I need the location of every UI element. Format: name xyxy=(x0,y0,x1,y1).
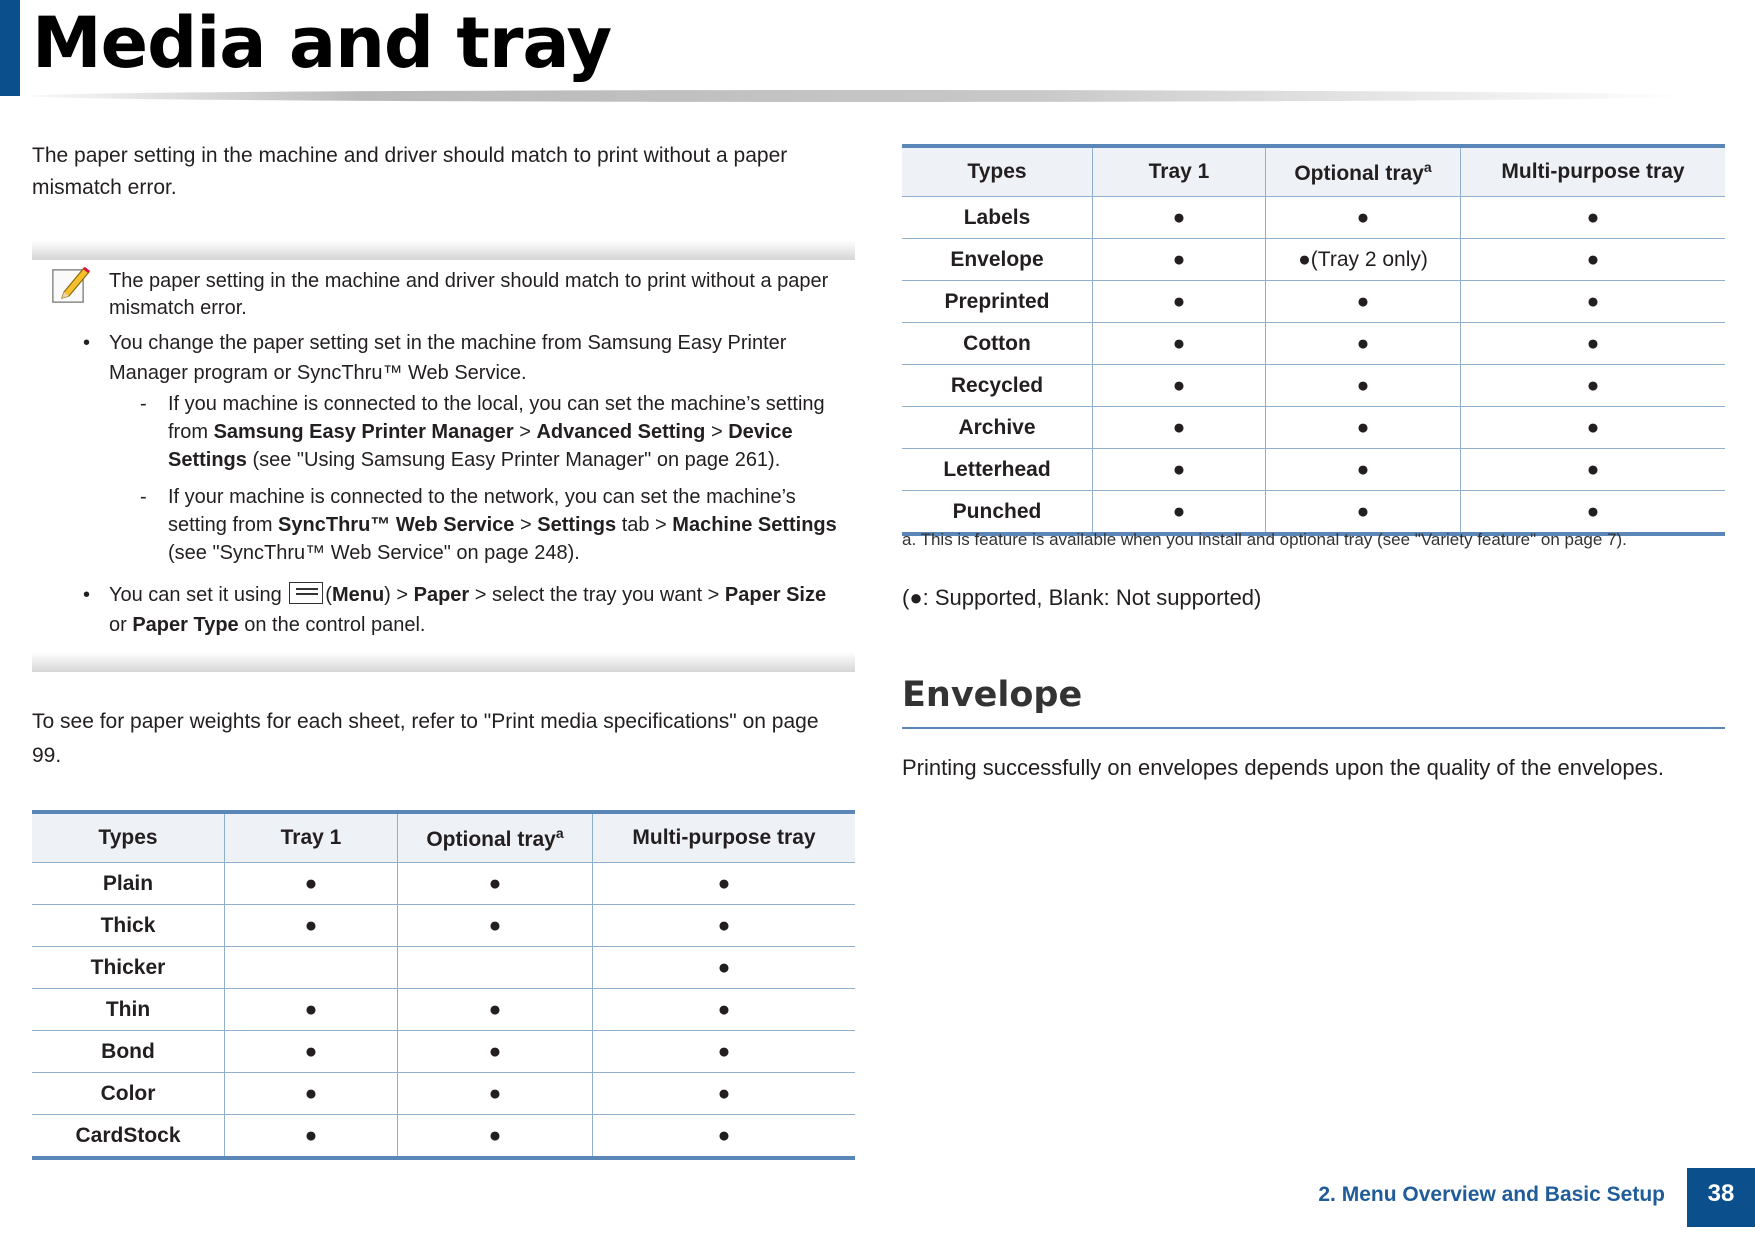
dash1-bold-2: Advanced Setting xyxy=(536,421,706,443)
cell-type: Plain xyxy=(32,863,225,905)
title-accent-bar xyxy=(0,0,20,96)
media-table-1 xyxy=(32,810,855,1160)
cell-optional: ● xyxy=(398,1115,593,1159)
cell-type: Punched xyxy=(902,491,1093,535)
table-row xyxy=(902,365,1725,407)
cell-optional: ● xyxy=(1266,365,1461,407)
bullet2-pre: You can set it using xyxy=(109,584,288,606)
table-row xyxy=(902,449,1725,491)
cell-mp: ● xyxy=(1461,323,1726,365)
bullet2-bold-paper-type: Paper Type xyxy=(132,614,239,636)
bullet2-mid-2: > select the tray you want > xyxy=(469,584,725,606)
dash2-mid: tab > xyxy=(616,514,673,536)
col-optional-label: Optional tray xyxy=(1294,161,1424,185)
page-title: Media and tray xyxy=(32,2,612,84)
bullet2-open: ( xyxy=(325,584,332,606)
bullet2-mid-1: ) > xyxy=(384,584,414,606)
table-row xyxy=(902,197,1725,239)
envelope-paragraph: Printing successfully on envelopes depends upon the quality of the envelopes. xyxy=(902,755,1664,780)
table-row xyxy=(32,863,855,905)
col-optional-label: Optional tray xyxy=(426,827,556,851)
cell-optional: ● xyxy=(1266,323,1461,365)
weights-paragraph: To see for paper weights for each sheet, refer to "Print media specifications" on page 99. xyxy=(32,710,819,767)
dash1-sep-1: > xyxy=(513,421,537,443)
cell-mp: ● xyxy=(1461,491,1726,535)
menu-icon xyxy=(289,582,323,604)
dash1-bold-3: Device Settings xyxy=(168,421,793,471)
table-row xyxy=(32,947,855,989)
cell-optional xyxy=(398,947,593,989)
footnote-marker: a xyxy=(555,824,564,841)
note-bullet-2: • You can set it using (Menu) > Paper > select the tray you want > Paper Size or Paper Type on the control panel. xyxy=(83,584,827,636)
support-legend: (●: Supported, Blank: Not supported) xyxy=(902,585,1262,610)
media-table-2 xyxy=(902,144,1725,536)
cell-mp: ● xyxy=(593,905,856,947)
cell-type: Preprinted xyxy=(902,281,1093,323)
cell-mp: ● xyxy=(1461,197,1726,239)
cell-tray1: ● xyxy=(225,1031,398,1073)
cell-type: Recycled xyxy=(902,365,1093,407)
cell-optional: ●(Tray 2 only) xyxy=(1266,239,1461,281)
cell-type: Cotton xyxy=(902,323,1093,365)
cell-type: Thick xyxy=(32,905,225,947)
table-row xyxy=(902,281,1725,323)
dash1-sep-2: > xyxy=(705,421,729,443)
note-top-bar xyxy=(32,240,855,260)
cell-optional: ● xyxy=(398,1073,593,1115)
cell-tray1: ● xyxy=(1093,323,1266,365)
cell-mp: ● xyxy=(593,1031,856,1073)
cell-tray1: ● xyxy=(225,1073,398,1115)
cell-mp: ● xyxy=(593,1073,856,1115)
cell-mp: ● xyxy=(593,947,856,989)
dash2-pre: If your machine is connected to the network, you can set the machine’s setting from xyxy=(168,486,796,536)
table-row xyxy=(902,491,1725,535)
col-optional xyxy=(1266,146,1461,197)
cell-tray1: ● xyxy=(225,989,398,1031)
cell-optional: ● xyxy=(398,905,593,947)
cell-tray1: ● xyxy=(1093,239,1266,281)
cell-type: Archive xyxy=(902,407,1093,449)
cell-optional: ● xyxy=(1266,197,1461,239)
col-tray1: Tray 1 xyxy=(1093,146,1266,197)
note-box xyxy=(32,240,855,672)
cell-mp: ● xyxy=(1461,449,1726,491)
cell-optional: ● xyxy=(1266,407,1461,449)
table-header-row xyxy=(32,812,855,863)
dash1-pre: If you machine is connected to the local, you can set the machine’s setting from xyxy=(168,393,825,443)
bullet2-or: or xyxy=(109,614,133,636)
col-mp: Multi-purpose tray xyxy=(1461,146,1726,197)
dash2-bold-2: Settings xyxy=(537,514,617,536)
cell-tray1: ● xyxy=(1093,281,1266,323)
bullet2-bold-paper: Paper xyxy=(413,584,470,606)
bullet2-bold-menu: Menu xyxy=(331,584,385,606)
cell-tray1 xyxy=(225,947,398,989)
note-pencil-icon xyxy=(50,262,92,306)
cell-mp: ● xyxy=(1461,365,1726,407)
envelope-heading: Envelope xyxy=(902,675,1083,715)
table-row xyxy=(32,905,855,947)
cell-optional: ● xyxy=(1266,491,1461,535)
cell-mp: ● xyxy=(1461,407,1726,449)
cell-type: Thicker xyxy=(32,947,225,989)
intro-paragraph: The paper setting in the machine and driver should match to print without a paper mismatch error. xyxy=(32,144,788,199)
cell-mp: ● xyxy=(593,1115,856,1159)
envelope-heading-rule xyxy=(902,727,1725,729)
cell-type: Labels xyxy=(902,197,1093,239)
table-row xyxy=(32,1115,855,1159)
dash1-bold-1: Samsung Easy Printer Manager xyxy=(213,421,514,443)
note-bullet-1-text: You change the paper setting set in the machine from Samsung Easy Printer Manager program or SyncThru™ Web Service. xyxy=(109,332,787,384)
table-row xyxy=(32,989,855,1031)
note-bottom-bar xyxy=(32,652,855,672)
col-optional xyxy=(398,812,593,863)
cell-optional: ● xyxy=(398,989,593,1031)
footer-chapter-link[interactable]: 2. Menu Overview and Basic Setup xyxy=(1318,1183,1665,1206)
bullet2-bold-paper-size: Paper Size xyxy=(724,584,827,606)
table-header-row xyxy=(902,146,1725,197)
table-row xyxy=(902,323,1725,365)
col-tray1: Tray 1 xyxy=(225,812,398,863)
cell-tray1: ● xyxy=(1093,365,1266,407)
col-types: Types xyxy=(902,146,1093,197)
note-text: The paper setting in the machine and driver should match to print without a paper mismatch error. xyxy=(109,270,829,319)
cell-type: Envelope xyxy=(902,239,1093,281)
page-number: 38 xyxy=(1687,1168,1755,1227)
cell-optional: ● xyxy=(398,1031,593,1073)
note-dash-2: - If your machine is connected to the network, you can set the machine’s setting from SyncThru™ Web Service > Settings tab > Machine Settings (see "SyncThru™ Web Service" on page 248). xyxy=(140,486,837,564)
cell-tray1: ● xyxy=(225,1115,398,1159)
dash1-post: (see "Using Samsung Easy Printer Manager" on page 261). xyxy=(246,449,781,471)
cell-type: Bond xyxy=(32,1031,225,1073)
title-underline xyxy=(30,90,1690,102)
cell-optional: ● xyxy=(1266,281,1461,323)
table-row xyxy=(902,407,1725,449)
cell-type: CardStock xyxy=(32,1115,225,1159)
dash2-bold-3: Machine Settings xyxy=(672,514,837,536)
dash2-post: (see "SyncThru™ Web Service" on page 248). xyxy=(168,542,580,564)
dash2-sep-1: > xyxy=(514,514,538,536)
cell-mp: ● xyxy=(593,863,856,905)
cell-mp: ● xyxy=(593,989,856,1031)
dash2-bold-1: SyncThru™ Web Service xyxy=(278,514,515,536)
note-dash-1: - If you machine is connected to the local, you can set the machine’s setting from Samsung Easy Printer Manager > Advanced Setting > Device Settings (see "Using Samsung Easy Printer Manager" on page 261). xyxy=(140,393,825,471)
cell-tray1: ● xyxy=(225,905,398,947)
col-mp: Multi-purpose tray xyxy=(593,812,856,863)
cell-type: Color xyxy=(32,1073,225,1115)
cell-tray1: ● xyxy=(1093,449,1266,491)
table-row xyxy=(32,1073,855,1115)
col-types: Types xyxy=(32,812,225,863)
cell-optional: ● xyxy=(398,863,593,905)
bullet2-post: on the control panel. xyxy=(238,614,426,636)
cell-tray1: ● xyxy=(1093,407,1266,449)
cell-mp: ● xyxy=(1461,239,1726,281)
cell-tray1: ● xyxy=(1093,197,1266,239)
cell-tray1: ● xyxy=(225,863,398,905)
note-bullet-1: • You change the paper setting set in the machine from Samsung Easy Printer Manager program or SyncThru™ Web Service. xyxy=(83,332,787,384)
footnote-marker: a xyxy=(1423,158,1432,175)
table-row xyxy=(902,239,1725,281)
table-row xyxy=(32,1031,855,1073)
cell-mp: ● xyxy=(1461,281,1726,323)
cell-tray1: ● xyxy=(1093,491,1266,535)
cell-type: Letterhead xyxy=(902,449,1093,491)
cell-type: Thin xyxy=(32,989,225,1031)
cell-optional: ● xyxy=(1266,449,1461,491)
table-footnote: a. This is feature is available when you install and optional tray (see "Variety feature" on page 7). xyxy=(902,530,1627,549)
